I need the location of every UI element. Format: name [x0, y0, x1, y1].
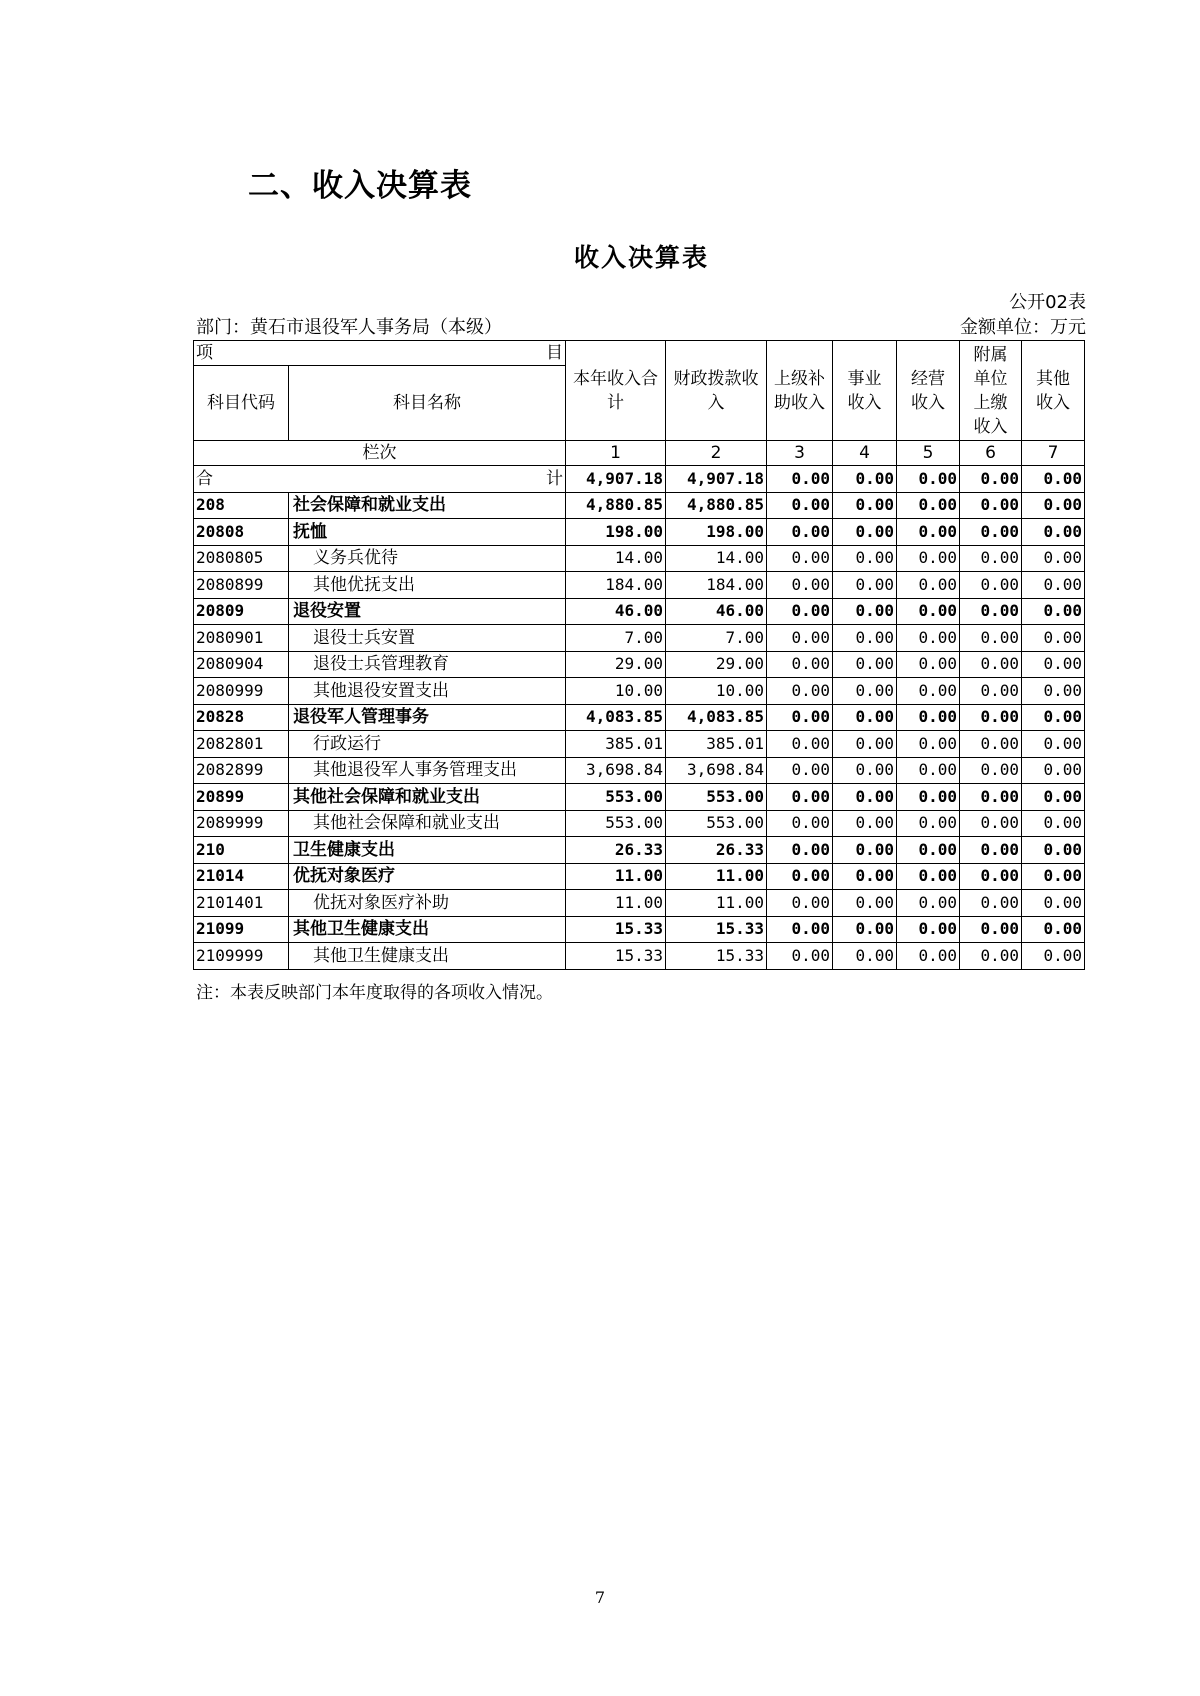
- row-value-col-3: 0.00: [767, 837, 833, 864]
- row-value-col-7: 0.00: [1022, 651, 1085, 678]
- total-value: 4,907.18: [566, 466, 666, 493]
- row-name: 其他退役安置支出: [289, 678, 566, 705]
- row-value-col-1: 4,083.85: [566, 704, 666, 731]
- row-value-col-6: 0.00: [960, 890, 1022, 917]
- row-name: 优抚对象医疗补助: [289, 890, 566, 917]
- row-code: 20808: [194, 519, 289, 546]
- row-value-col-7: 0.00: [1022, 519, 1085, 546]
- row-value-col-2: 46.00: [666, 598, 767, 625]
- row-value-col-7: 0.00: [1022, 757, 1085, 784]
- row-code: 2080999: [194, 678, 289, 705]
- row-value-col-2: 14.00: [666, 545, 767, 572]
- header-lanci: 栏次: [194, 441, 566, 466]
- table-row: [194, 837, 1085, 864]
- table-row: [194, 863, 1085, 890]
- row-value-col-3: 0.00: [767, 545, 833, 572]
- row-value-col-1: 29.00: [566, 651, 666, 678]
- row-value-col-1: 10.00: [566, 678, 666, 705]
- row-value-col-7: 0.00: [1022, 545, 1085, 572]
- row-code: 208: [194, 492, 289, 519]
- row-value-col-2: 385.01: [666, 731, 767, 758]
- row-value-col-4: 0.00: [833, 731, 897, 758]
- row-value-col-6: 0.00: [960, 810, 1022, 837]
- row-value-col-5: 0.00: [897, 731, 960, 758]
- row-value-col-3: 0.00: [767, 678, 833, 705]
- row-value-col-7: 0.00: [1022, 598, 1085, 625]
- table-row: [194, 492, 1085, 519]
- row-value-col-1: 4,880.85: [566, 492, 666, 519]
- row-value-col-2: 11.00: [666, 890, 767, 917]
- row-code: 21099: [194, 916, 289, 943]
- col-no-1: 1: [566, 441, 666, 466]
- header-col-5: 经营收入: [897, 341, 960, 441]
- row-value-col-7: 0.00: [1022, 572, 1085, 599]
- row-value-col-5: 0.00: [897, 704, 960, 731]
- row-value-col-2: 198.00: [666, 519, 767, 546]
- row-value-col-5: 0.00: [897, 519, 960, 546]
- total-value: 4,907.18: [666, 466, 767, 493]
- row-value-col-5: 0.00: [897, 598, 960, 625]
- row-value-col-6: 0.00: [960, 519, 1022, 546]
- row-code: 2080899: [194, 572, 289, 599]
- table-row: [194, 519, 1085, 546]
- row-value-col-4: 0.00: [833, 863, 897, 890]
- row-code: 2080805: [194, 545, 289, 572]
- row-value-col-7: 0.00: [1022, 625, 1085, 652]
- row-value-col-2: 553.00: [666, 784, 767, 811]
- header-col-1: 本年收入合计: [566, 341, 666, 441]
- header-xiang: 项: [196, 343, 213, 363]
- total-label: 合 计: [194, 466, 566, 493]
- total-value: 0.00: [960, 466, 1022, 493]
- row-value-col-3: 0.00: [767, 810, 833, 837]
- row-name: 其他退役军人事务管理支出: [289, 757, 566, 784]
- row-value-col-3: 0.00: [767, 890, 833, 917]
- row-code: 2082899: [194, 757, 289, 784]
- row-value-col-4: 0.00: [833, 519, 897, 546]
- row-value-col-3: 0.00: [767, 519, 833, 546]
- header-col-4: 事业收入: [833, 341, 897, 441]
- row-value-col-7: 0.00: [1022, 890, 1085, 917]
- row-value-col-3: 0.00: [767, 625, 833, 652]
- row-value-col-7: 0.00: [1022, 863, 1085, 890]
- row-name: 优抚对象医疗: [289, 863, 566, 890]
- row-value-col-5: 0.00: [897, 837, 960, 864]
- row-value-col-4: 0.00: [833, 890, 897, 917]
- row-value-col-7: 0.00: [1022, 943, 1085, 970]
- row-value-col-7: 0.00: [1022, 731, 1085, 758]
- table-row: [194, 784, 1085, 811]
- row-value-col-1: 46.00: [566, 598, 666, 625]
- row-value-col-7: 0.00: [1022, 916, 1085, 943]
- row-value-col-7: 0.00: [1022, 784, 1085, 811]
- row-code: 20899: [194, 784, 289, 811]
- table-row: [194, 890, 1085, 917]
- table-row: [194, 704, 1085, 731]
- row-value-col-4: 0.00: [833, 492, 897, 519]
- total-value: 0.00: [767, 466, 833, 493]
- row-value-col-2: 184.00: [666, 572, 767, 599]
- unit-label: 金额单位：万元: [960, 317, 1086, 338]
- row-value-col-4: 0.00: [833, 810, 897, 837]
- row-code: 2089999: [194, 810, 289, 837]
- section-heading: 二、收入决算表: [248, 168, 472, 204]
- col-no-4: 4: [833, 441, 897, 466]
- department-label: 部门：黄石市退役军人事务局（本级）: [196, 317, 502, 338]
- row-value-col-1: 11.00: [566, 863, 666, 890]
- row-value-col-7: 0.00: [1022, 837, 1085, 864]
- row-value-col-2: 3,698.84: [666, 757, 767, 784]
- row-value-col-4: 0.00: [833, 625, 897, 652]
- row-value-col-3: 0.00: [767, 943, 833, 970]
- table-row: [194, 943, 1085, 970]
- row-value-col-5: 0.00: [897, 890, 960, 917]
- row-name: 退役士兵安置: [289, 625, 566, 652]
- row-value-col-3: 0.00: [767, 863, 833, 890]
- table-row: [194, 545, 1085, 572]
- row-value-col-1: 553.00: [566, 810, 666, 837]
- row-value-col-6: 0.00: [960, 704, 1022, 731]
- row-value-col-6: 0.00: [960, 731, 1022, 758]
- row-code: 2082801: [194, 731, 289, 758]
- col-no-6: 6: [960, 441, 1022, 466]
- row-code: 2080904: [194, 651, 289, 678]
- row-value-col-4: 0.00: [833, 757, 897, 784]
- row-value-col-6: 0.00: [960, 598, 1022, 625]
- row-value-col-5: 0.00: [897, 678, 960, 705]
- total-value: 0.00: [897, 466, 960, 493]
- header-name: 科目名称: [289, 366, 566, 441]
- row-name: 其他卫生健康支出: [289, 943, 566, 970]
- row-code: 2109999: [194, 943, 289, 970]
- row-value-col-2: 11.00: [666, 863, 767, 890]
- table-row: [194, 678, 1085, 705]
- header-col-2: 财政拨款收入: [666, 341, 767, 441]
- row-value-col-6: 0.00: [960, 943, 1022, 970]
- row-value-col-1: 184.00: [566, 572, 666, 599]
- row-value-col-5: 0.00: [897, 757, 960, 784]
- col-no-3: 3: [767, 441, 833, 466]
- row-name: 其他社会保障和就业支出: [289, 810, 566, 837]
- row-value-col-5: 0.00: [897, 810, 960, 837]
- row-value-col-4: 0.00: [833, 545, 897, 572]
- total-row: [194, 466, 1085, 493]
- row-value-col-6: 0.00: [960, 678, 1022, 705]
- row-value-col-6: 0.00: [960, 784, 1022, 811]
- header-code: 科目代码: [194, 366, 289, 441]
- row-value-col-6: 0.00: [960, 916, 1022, 943]
- row-value-col-5: 0.00: [897, 943, 960, 970]
- row-value-col-5: 0.00: [897, 545, 960, 572]
- row-value-col-6: 0.00: [960, 545, 1022, 572]
- row-name: 退役士兵管理教育: [289, 651, 566, 678]
- row-value-col-5: 0.00: [897, 916, 960, 943]
- header-xiangmu: [194, 341, 566, 366]
- row-value-col-6: 0.00: [960, 863, 1022, 890]
- row-code: 21014: [194, 863, 289, 890]
- row-value-col-1: 26.33: [566, 837, 666, 864]
- row-value-col-7: 0.00: [1022, 492, 1085, 519]
- row-value-col-5: 0.00: [897, 572, 960, 599]
- header-col-3: 上级补助收入: [767, 341, 833, 441]
- row-value-col-1: 15.33: [566, 916, 666, 943]
- row-value-col-2: 553.00: [666, 810, 767, 837]
- table-row: [194, 598, 1085, 625]
- row-value-col-3: 0.00: [767, 784, 833, 811]
- row-value-col-3: 0.00: [767, 757, 833, 784]
- row-code: 20828: [194, 704, 289, 731]
- row-value-col-6: 0.00: [960, 757, 1022, 784]
- total-value: 0.00: [833, 466, 897, 493]
- row-value-col-4: 0.00: [833, 598, 897, 625]
- row-name: 行政运行: [289, 731, 566, 758]
- row-code: 2101401: [194, 890, 289, 917]
- row-value-col-5: 0.00: [897, 625, 960, 652]
- table-row: [194, 572, 1085, 599]
- row-value-col-6: 0.00: [960, 572, 1022, 599]
- row-name: 抚恤: [289, 519, 566, 546]
- row-value-col-3: 0.00: [767, 572, 833, 599]
- row-name: 义务兵优待: [289, 545, 566, 572]
- table-row: [194, 916, 1085, 943]
- row-value-col-7: 0.00: [1022, 704, 1085, 731]
- row-name: 退役安置: [289, 598, 566, 625]
- header-mu: 目: [546, 343, 563, 363]
- row-code: 20809: [194, 598, 289, 625]
- row-code: 210: [194, 837, 289, 864]
- row-value-col-3: 0.00: [767, 731, 833, 758]
- row-value-col-4: 0.00: [833, 678, 897, 705]
- row-value-col-4: 0.00: [833, 784, 897, 811]
- row-value-col-6: 0.00: [960, 625, 1022, 652]
- col-no-7: 7: [1022, 441, 1085, 466]
- row-value-col-4: 0.00: [833, 651, 897, 678]
- table-row: [194, 625, 1085, 652]
- table-row: [194, 757, 1085, 784]
- row-value-col-1: 14.00: [566, 545, 666, 572]
- row-value-col-1: 11.00: [566, 890, 666, 917]
- row-value-col-3: 0.00: [767, 598, 833, 625]
- row-value-col-1: 553.00: [566, 784, 666, 811]
- row-value-col-3: 0.00: [767, 916, 833, 943]
- row-value-col-7: 0.00: [1022, 678, 1085, 705]
- row-value-col-2: 4,880.85: [666, 492, 767, 519]
- row-value-col-7: 0.00: [1022, 810, 1085, 837]
- row-value-col-5: 0.00: [897, 863, 960, 890]
- row-value-col-4: 0.00: [833, 916, 897, 943]
- row-value-col-2: 10.00: [666, 678, 767, 705]
- row-value-col-4: 0.00: [833, 704, 897, 731]
- header-col-6: 附属单位上缴收入: [960, 341, 1022, 441]
- row-value-col-4: 0.00: [833, 837, 897, 864]
- page-number: 7: [594, 1588, 606, 1607]
- row-value-col-6: 0.00: [960, 492, 1022, 519]
- row-value-col-4: 0.00: [833, 943, 897, 970]
- table-title: 收入决算表: [573, 243, 709, 272]
- col-no-2: 2: [666, 441, 767, 466]
- row-value-col-6: 0.00: [960, 651, 1022, 678]
- row-value-col-3: 0.00: [767, 704, 833, 731]
- header-col-7: 其他收入: [1022, 341, 1085, 441]
- row-value-col-3: 0.00: [767, 651, 833, 678]
- table-row: [194, 731, 1085, 758]
- row-value-col-1: 15.33: [566, 943, 666, 970]
- row-name: 其他优抚支出: [289, 572, 566, 599]
- row-value-col-1: 198.00: [566, 519, 666, 546]
- table-row: [194, 810, 1085, 837]
- row-value-col-1: 7.00: [566, 625, 666, 652]
- row-value-col-6: 0.00: [960, 837, 1022, 864]
- row-value-col-1: 385.01: [566, 731, 666, 758]
- row-name: 社会保障和就业支出: [289, 492, 566, 519]
- row-value-col-2: 26.33: [666, 837, 767, 864]
- row-value-col-4: 0.00: [833, 572, 897, 599]
- row-value-col-5: 0.00: [897, 784, 960, 811]
- row-value-col-1: 3,698.84: [566, 757, 666, 784]
- row-value-col-3: 0.00: [767, 492, 833, 519]
- table-row: [194, 651, 1085, 678]
- row-name: 卫生健康支出: [289, 837, 566, 864]
- row-value-col-5: 0.00: [897, 651, 960, 678]
- income-table: [193, 340, 1085, 970]
- row-value-col-2: 15.33: [666, 943, 767, 970]
- form-number: 公开02表: [1009, 292, 1086, 313]
- row-code: 2080901: [194, 625, 289, 652]
- row-value-col-2: 7.00: [666, 625, 767, 652]
- table-note: 注：本表反映部门本年度取得的各项收入情况。: [196, 983, 553, 1003]
- row-value-col-5: 0.00: [897, 492, 960, 519]
- row-value-col-2: 15.33: [666, 916, 767, 943]
- row-name: 其他卫生健康支出: [289, 916, 566, 943]
- row-name: 退役军人管理事务: [289, 704, 566, 731]
- row-value-col-2: 4,083.85: [666, 704, 767, 731]
- col-no-5: 5: [897, 441, 960, 466]
- row-name: 其他社会保障和就业支出: [289, 784, 566, 811]
- total-value: 0.00: [1022, 466, 1085, 493]
- row-value-col-2: 29.00: [666, 651, 767, 678]
